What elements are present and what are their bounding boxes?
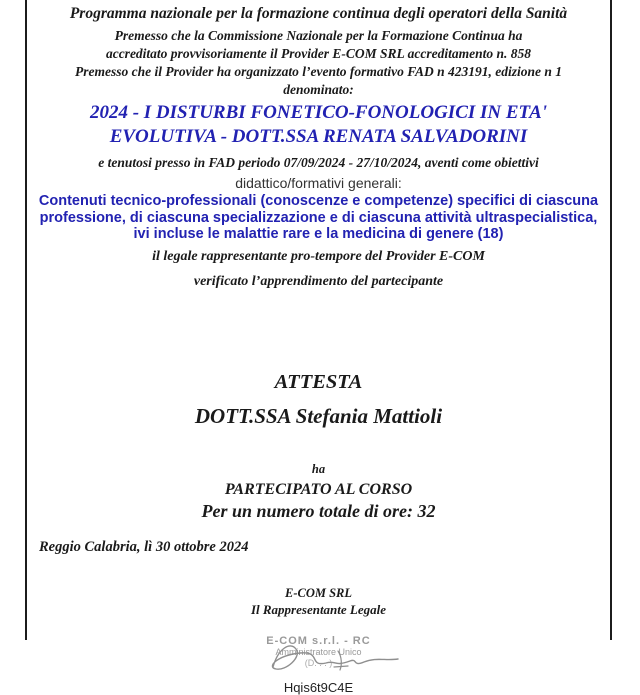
certificate-page <box>25 0 612 695</box>
premise-line-2: accreditato provvisoriamente il Provider E-COM SRL accreditamento n. 858 <box>105 46 532 61</box>
attesta-heading: ATTESTA <box>274 370 363 393</box>
legal-representative-line: il legale rappresentante pro-tempore del Provider E-COM <box>152 248 485 264</box>
stamp-company-line: E-COM s.r.l. - RC <box>266 634 371 647</box>
legal-representative-role: Il Rappresentante Legale <box>250 601 387 617</box>
premise-line-3: Premesso che il Provider ha organizzato l’evento formativo FAD n 423191, edizione n 1 <box>74 64 562 79</box>
objectives-text: Contenuti tecnico-professionali (conoscenze e competenze) specifici di ciascuna professione, di ciascuna specializzazione e di ciascuna attività ultraspecialistica, ivi incluse le malattie rare e la medicina di genere (18) <box>38 193 599 242</box>
total-hours-line: Per un numero totale di ore: 32 <box>201 500 436 521</box>
stamp-role-line: Amministratore Unico <box>275 646 362 657</box>
ha-label: ha <box>311 461 326 476</box>
company-name: E-COM SRL <box>284 585 353 600</box>
certificate-content <box>27 0 610 695</box>
premise-line-1: Premesso che la Commissione Nazionale per la Formazione Continua ha <box>114 28 523 43</box>
denominato-label: denominato: <box>283 82 354 97</box>
course-title: 2024 - I DISTURBI FONETICO-FONOLOGICI IN ETA' EVOLUTIVA - DOTT.SSA RENATA SALVADORINI <box>89 102 548 147</box>
participant-name: DOTT.SSA Stefania Mattioli <box>194 403 443 428</box>
company-stamp <box>266 635 370 669</box>
program-title: Programma nazionale per la formazione continua degli operatori della Sanità <box>69 5 568 22</box>
learning-verified-line: verificato l’apprendimento del partecipante <box>193 273 444 289</box>
place-and-date: Reggio Calabria, lì 30 ottobre 2024 <box>39 538 249 555</box>
course-period-line: e tenutosi presso in FAD periodo 07/09/2024 - 27/10/2024, aventi come obiettivi <box>98 155 539 170</box>
participation-line: PARTECIPATO AL CORSO <box>224 480 413 498</box>
stamp-signatory-line: (D. . . ) <box>304 657 333 668</box>
verification-code: Hqis6t9C4E <box>283 679 354 695</box>
objectives-label: didattico/formativi generali: <box>235 175 402 191</box>
